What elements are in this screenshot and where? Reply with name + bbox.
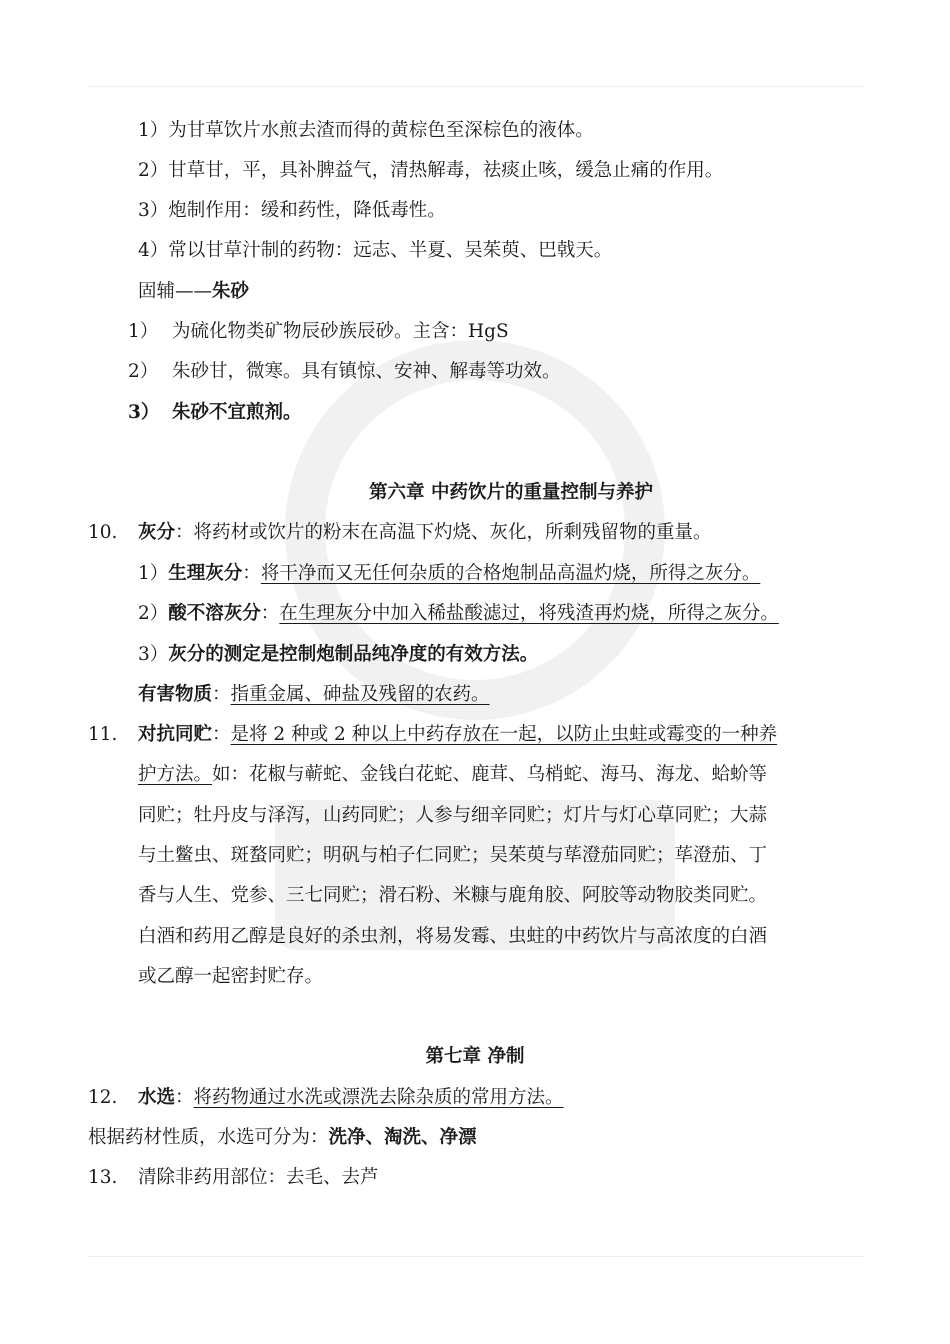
ash-sub-1-prefix: 1） — [138, 563, 169, 584]
storage-definition-part-2: 护方法。 — [138, 764, 213, 785]
harmful-substances — [138, 682, 490, 708]
item-13-text: 清除非药用部位：去毛、去芦 — [138, 1167, 379, 1188]
gancao-item-4: 4）常以甘草汁制的药物：远志、半夏、吴茱萸、巴戟天。 — [138, 240, 613, 261]
chapter-7-title: 第七章 净制 — [425, 1046, 525, 1067]
zhusha-item-1: 为硫化物类矿物辰砂族辰砂。主含：HgS — [172, 321, 509, 342]
acid-insoluble-ash-definition: 在生理灰分中加入稀盐酸滤过，将残渣再灼烧，所得之灰分。 — [279, 603, 779, 624]
storage-term: 对抗同贮 — [138, 724, 213, 745]
item-11-line-6: 白酒和药用乙醇是良好的杀虫剂，将易发霉、虫蛀的中药饮片与高浓度的白酒 — [138, 926, 768, 947]
item-11-line-5: 香与人生、党参、三七同贮；滑石粉、米糠与鹿角胶、阿胶等动物胶类同贮。 — [138, 885, 768, 906]
chapter-6-title: 第六章 中药饮片的重量控制与养护 — [369, 482, 653, 503]
water-types-prefix: 根据药材性质，水选可分为： — [88, 1127, 329, 1148]
ash-term: 灰分 — [138, 522, 176, 543]
water-selection-term: 水选 — [138, 1087, 176, 1108]
header-rule — [88, 86, 864, 87]
item-10-ash — [138, 520, 712, 546]
ash-sub-3-prefix: 3） — [138, 644, 169, 665]
physiological-ash-term: 生理灰分 — [168, 563, 243, 584]
footer-rule — [88, 1256, 864, 1257]
zhusha-prefix: 固辅—— — [138, 281, 213, 302]
zhusha-num-2: 2） — [128, 361, 159, 382]
zhusha-title: 朱砂 — [212, 281, 250, 302]
ash-sub-2-colon: ： — [260, 603, 280, 624]
gancao-item-1: 1）为甘草饮片水煎去渣而得的黄棕色至深棕色的液体。 — [138, 120, 594, 141]
harmful-substances-definition: 指重金属、砷盐及残留的农药。 — [230, 684, 490, 705]
gancao-item-3: 3）炮制作用：缓和药性，降低毒性。 — [138, 200, 446, 221]
zhusha-num-3: 3） — [128, 402, 160, 423]
item-10-number: 10. — [88, 522, 118, 543]
storage-definition-part-1: 是将 2 种或 2 种以上中药存放在一起，以防止虫蛀或霉变的一种养 — [230, 724, 778, 745]
item-11-line-1 — [138, 722, 777, 748]
item-13-number: 13. — [88, 1167, 118, 1188]
acid-insoluble-ash-term: 酸不溶灰分 — [168, 603, 261, 624]
gancao-item-2: 2）甘草甘，平，具补脾益气，清热解毒，祛痰止咳，缓急止痛的作用。 — [138, 160, 724, 181]
storage-examples-1: 如：花椒与蕲蛇、金钱白花蛇、鹿茸、乌梢蛇、海马、海龙、蛤蚧等 — [212, 764, 768, 785]
zhusha-item-2: 朱砂甘，微寒。具有镇惊、安神、解毒等功效。 — [172, 361, 561, 382]
water-selection-colon: ： — [175, 1087, 194, 1108]
item-11-line-7: 或乙醇一起密封贮存。 — [138, 966, 324, 987]
item-11-line-2 — [138, 762, 767, 788]
storage-colon: ： — [212, 724, 231, 745]
zhusha-item-3: 朱砂不宜煎剂。 — [172, 402, 302, 423]
ash-sub-3 — [138, 642, 538, 668]
ash-sub-2 — [138, 601, 779, 627]
item-11-number: 11. — [88, 724, 118, 745]
water-selection-types — [88, 1125, 477, 1151]
ash-definition: ：将药材或饮片的粉末在高温下灼烧、灰化，所剩残留物的重量。 — [175, 522, 712, 543]
ash-sub-2-prefix: 2） — [138, 603, 169, 624]
physiological-ash-definition: 将干净而又无任何杂质的合格炮制品高温灼烧，所得之灰分。 — [260, 563, 761, 584]
ash-sub-3-text: 灰分的测定是控制炮制品纯净度的有效方法。 — [168, 644, 539, 665]
ash-sub-1 — [138, 561, 760, 587]
harmful-substances-term: 有害物质 — [138, 684, 213, 705]
ash-sub-1-colon: ： — [242, 563, 261, 584]
item-11-line-3: 同贮；牡丹皮与泽泻，山药同贮；人参与细辛同贮；灯片与灯心草同贮；大蒜 — [138, 805, 768, 826]
water-selection-definition: 将药物通过水洗或漂洗去除杂质的常用方法。 — [193, 1087, 564, 1108]
harmful-substances-colon: ： — [212, 684, 231, 705]
zhusha-num-1: 1） — [128, 321, 159, 342]
item-12-number: 12. — [88, 1087, 118, 1108]
item-12-water — [138, 1085, 564, 1111]
zhusha-heading — [138, 279, 249, 305]
item-11-line-4: 与土鳖虫、斑蝥同贮；明矾与柏子仁同贮；吴茱萸与荜澄茄同贮；荜澄茄、丁 — [138, 845, 768, 866]
water-types-list: 洗净、淘洗、净漂 — [328, 1127, 477, 1148]
